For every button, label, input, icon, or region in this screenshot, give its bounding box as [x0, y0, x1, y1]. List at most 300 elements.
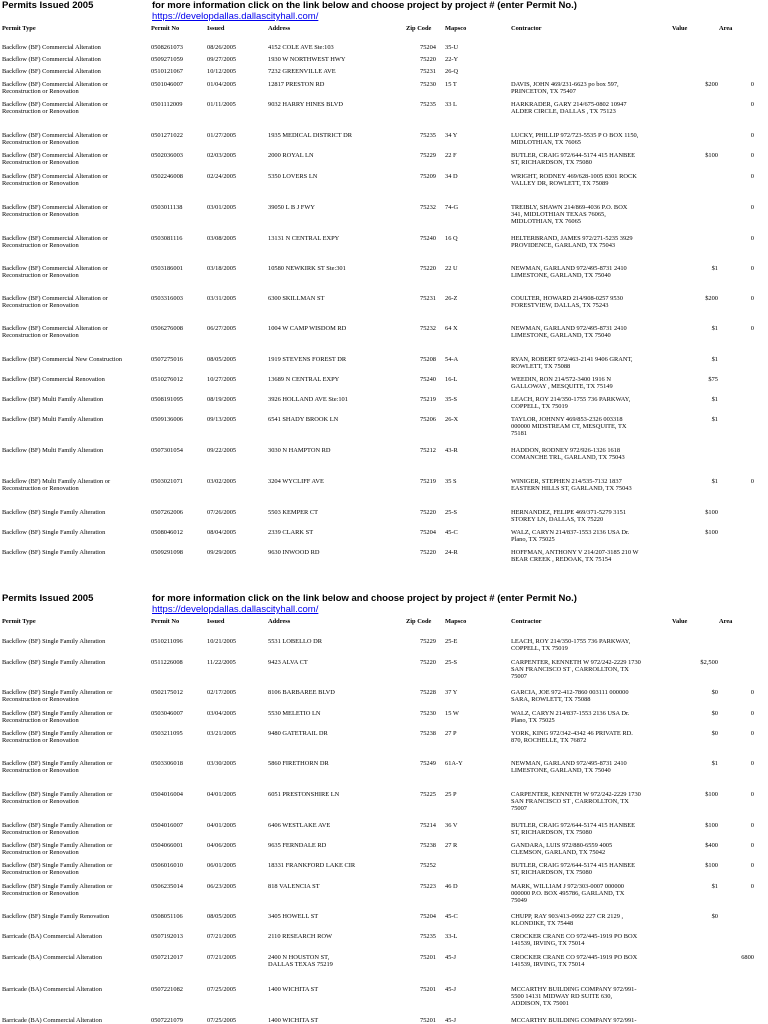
area-cell: 0: [750, 791, 754, 798]
mapsco-cell: 54-A: [445, 356, 459, 363]
zip-code-cell: 75219: [420, 396, 436, 403]
zip-code-cell: 75240: [420, 235, 436, 242]
area-cell: 0: [750, 152, 754, 159]
value-cell: $100: [705, 822, 718, 829]
mapsco-cell: 27 R: [445, 842, 458, 849]
address-cell: 4152 COLE AVE Ste:103: [268, 44, 334, 51]
area-cell: 0: [750, 173, 754, 180]
permit-type-cell: Backflow (BF) Commercial Alteration or Reconstruction or Renovation: [2, 152, 108, 167]
area-cell: 0: [750, 295, 754, 302]
zip-code-cell: 75201: [420, 1017, 436, 1024]
permit-type-cell: Backflow (BF) Single Family Alteration or Reconstruction or Renovation: [2, 862, 113, 877]
permit-type-cell: Backflow (BF) Commercial Alteration: [2, 56, 101, 63]
address-cell: 5503 KEMPER CT: [268, 509, 319, 516]
value-cell: $400: [705, 842, 718, 849]
permit-type-cell: Backflow (BF) Commercial Alteration: [2, 44, 101, 51]
mapsco-cell: 15 W: [445, 710, 459, 717]
permit-type-cell: Backflow (BF) Commercial Alteration or Reconstruction or Renovation: [2, 132, 108, 147]
address-cell: 10580 NEWKIRK ST Ste:301: [268, 265, 346, 272]
contractor-cell: BUTLER, CRAIG 972/644-5174 415 HANBEE ST, RICHARDSON, TX 75080: [511, 822, 636, 837]
permit-no-cell: 0509136006: [151, 416, 183, 423]
area-cell: 0: [750, 478, 754, 485]
contractor-cell: TAYLOR, JOHNNY 469/853-2326 003318 000000 MIDSTREAM CT, MESQUITE, TX 75181: [511, 416, 627, 438]
permit-no-cell: 0507275016: [151, 356, 183, 363]
zip-code-cell: 75212: [420, 447, 436, 454]
issued-date-cell: 02/17/2005: [207, 689, 237, 696]
col-zip-code: Zip Code: [406, 618, 432, 625]
issued-date-cell: 09/22/2005: [207, 447, 237, 454]
permit-no-cell: 0506016010: [151, 862, 183, 869]
info-text: for more information click on the link below and choose project by project # (enter Permit No.): [152, 593, 577, 604]
permit-type-cell: Backflow (BF) Commercial Alteration or Reconstruction or Renovation: [2, 235, 108, 250]
area-cell: 0: [750, 842, 754, 849]
issued-date-cell: 09/13/2005: [207, 416, 237, 423]
column-header-row: [0, 618, 768, 628]
zip-code-cell: 75220: [420, 509, 436, 516]
area-cell: 0: [750, 883, 754, 890]
contractor-cell: WINIGER, STEPHEN 214/535-7132 1837 EASTERN HILLS ST, GARLAND, TX 75043: [511, 478, 632, 493]
permit-type-cell: Backflow (BF) Commercial Alteration or Reconstruction or Renovation: [2, 173, 108, 188]
address-cell: 3030 N HAMPTON RD: [268, 447, 331, 454]
contractor-cell: BUTLER, CRAIG 972/644-5174 415 HANBEE ST, RICHARDSON, TX 75080: [511, 152, 636, 167]
address-cell: 1930 W NORTHWEST HWY: [268, 56, 346, 63]
permit-type-cell: Barricade (BA) Commercial Alteration: [2, 1017, 102, 1024]
address-cell: 9032 HARRY HINES BLVD: [268, 101, 343, 108]
permit-no-cell: 0503306018: [151, 760, 183, 767]
value-cell: $2,500: [700, 659, 718, 666]
permit-type-cell: Backflow (BF) Single Family Alteration or Reconstruction or Renovation: [2, 689, 113, 704]
zip-code-cell: 75220: [420, 265, 436, 272]
value-cell: $200: [705, 81, 718, 88]
mapsco-cell: 22 F: [445, 152, 457, 159]
permit-no-cell: 0509291098: [151, 549, 183, 556]
value-cell: $100: [705, 862, 718, 869]
permit-type-cell: Backflow (BF) Commercial Renovation: [2, 376, 105, 383]
value-cell: $1: [711, 760, 718, 767]
address-cell: 5531 LOBELLO DR: [268, 638, 322, 645]
zip-code-cell: 75223: [420, 883, 436, 890]
permit-type-cell: Barricade (BA) Commercial Alteration: [2, 933, 102, 940]
value-cell: $1: [711, 265, 718, 272]
zip-code-cell: 75201: [420, 954, 436, 961]
permit-no-cell: 0501271022: [151, 132, 183, 139]
col-contractor: Contractor: [511, 618, 542, 625]
issued-date-cell: 11/22/2005: [207, 659, 236, 666]
zip-code-cell: 75238: [420, 730, 436, 737]
value-cell: $100: [705, 509, 718, 516]
area-cell: 0: [750, 325, 754, 332]
permit-no-cell: 0503011138: [151, 204, 183, 211]
address-cell: 5350 LOVERS LN: [268, 173, 318, 180]
value-cell: $1: [711, 883, 718, 890]
contractor-cell: CROCKER CRANE CO 972/445-1919 PO BOX 141539, IRVING, TX 75014: [511, 933, 638, 948]
contractor-cell: MCCARTHY BUILDING COMPANY 972/991- 5500 14131 MIDWAY RD SUITE 630, ADDISON, TX 75001: [511, 986, 637, 1008]
permit-type-cell: Backflow (BF) Single Family Alteration: [2, 509, 106, 516]
permit-type-cell: Backflow (BF) Single Family Alteration or Reconstruction or Renovation: [2, 842, 113, 857]
permit-no-cell: 0501112009: [151, 101, 183, 108]
zip-code-cell: 75220: [420, 549, 436, 556]
permit-no-cell: 0503186001: [151, 265, 183, 272]
issued-date-cell: 01/11/2005: [207, 101, 236, 108]
permit-no-cell: 0504016007: [151, 822, 183, 829]
value-cell: $0: [711, 689, 718, 696]
permit-no-cell: 0508261073: [151, 44, 183, 51]
permit-no-cell: 0510276012: [151, 376, 183, 383]
zip-code-cell: 75238: [420, 842, 436, 849]
address-cell: 39050 L B J FWY: [268, 204, 315, 211]
issued-date-cell: 07/21/2005: [207, 954, 237, 961]
permit-no-cell: 0506235014: [151, 883, 183, 890]
section-title: Permits Issued 2005: [2, 0, 94, 11]
issued-date-cell: 10/12/2005: [207, 68, 237, 75]
contractor-cell: GARCIA, JOE 972-412-7860 003111 000000 SARA, ROWLETT, TX 75088: [511, 689, 629, 704]
permit-no-cell: 0507301054: [151, 447, 183, 454]
address-cell: 3926 HOLLAND AVE Ste:101: [268, 396, 348, 403]
contractor-cell: LEACH, ROY 214/350-1755 736 PARKWAY, COPPELL, TX 75019: [511, 638, 631, 653]
contractor-cell: WRIGHT, RODNEY 469/628-1005 8301 ROCK VALLEY DR, ROWLETT, TX 75089: [511, 173, 637, 188]
mapsco-cell: 27 P: [445, 730, 457, 737]
address-cell: 6406 WESTLAKE AVE: [268, 822, 331, 829]
area-cell: 0: [750, 132, 754, 139]
address-cell: 6051 PRESTONSHIRE LN: [268, 791, 340, 798]
contractor-cell: CROCKER CRANE CO 972/445-1919 PO BOX 141539, IRVING, TX 75014: [511, 954, 638, 969]
address-cell: 1919 STEVENS FOREST DR: [268, 356, 347, 363]
col-area: Area: [719, 618, 733, 625]
contractor-cell: RYAN, ROBERT 972/463-2141 9406 GRANT, ROWLETT, TX 75088: [511, 356, 633, 371]
zip-code-cell: 75229: [420, 152, 436, 159]
zip-code-cell: 75214: [420, 822, 436, 829]
mapsco-cell: 34 D: [445, 173, 458, 180]
col-address: Address: [268, 25, 291, 32]
col-zip-code: Zip Code: [406, 25, 432, 32]
contractor-cell: COULTER, HOWARD 214/908-0257 9530 FORESTVIEW, DALLAS, TX 75243: [511, 295, 623, 310]
contractor-cell: WALZ, CARYN 214/837-1553 2136 USA Dr. Plano, TX 75025: [511, 529, 630, 544]
mapsco-cell: 45-C: [445, 913, 458, 920]
mapsco-cell: 64 X: [445, 325, 458, 332]
permit-no-cell: 0508051106: [151, 913, 183, 920]
info-text: for more information click on the link below and choose project by project # (enter Permit No.): [152, 0, 577, 11]
address-cell: 6541 SHADY BROOK LN: [268, 416, 339, 423]
mapsco-cell: 26-X: [445, 416, 459, 423]
zip-code-cell: 75232: [420, 325, 436, 332]
issued-date-cell: 07/26/2005: [207, 509, 237, 516]
mapsco-cell: 26-Z: [445, 295, 458, 302]
zip-code-cell: 75220: [420, 659, 436, 666]
area-cell: 0: [750, 822, 754, 829]
contractor-cell: WEEDIN, RON 214/572-3400 1916 N GALLOWAY , MESQUITE, TX 75149: [511, 376, 613, 391]
column-header-row: [0, 25, 768, 35]
issued-date-cell: 07/25/2005: [207, 1017, 237, 1024]
value-cell: $1: [711, 356, 718, 363]
permit-type-cell: Backflow (BF) Single Family Alteration: [2, 549, 106, 556]
address-cell: 9635 FERNDALE RD: [268, 842, 327, 849]
address-cell: 2339 CLARK ST: [268, 529, 314, 536]
issued-date-cell: 03/02/2005: [207, 478, 237, 485]
issued-date-cell: 03/31/2005: [207, 295, 237, 302]
contractor-cell: HADDON, RODNEY 972/926-1326 1618 COMANCHE TRL, GARLAND, TX 75043: [511, 447, 625, 462]
permit-no-cell: 0504016004: [151, 791, 183, 798]
contractor-cell: LUCKY, PHILLIP 972/723-5535 P O BOX 1150, MIDLOTHIAN, TX 76065: [511, 132, 639, 147]
col-issued: Issued: [207, 25, 225, 32]
permit-no-cell: 0507221079: [151, 1017, 183, 1024]
address-cell: 12817 PRESTON RD: [268, 81, 325, 88]
zip-code-cell: 75220: [420, 56, 436, 63]
permit-no-cell: 0501046007: [151, 81, 183, 88]
permit-type-cell: Backflow (BF) Commercial New Construction: [2, 356, 122, 363]
permit-type-cell: Backflow (BF) Single Family Alteration: [2, 638, 106, 645]
address-cell: 2400 N HOUSTON ST, DALLAS TEXAS 75219: [268, 954, 333, 969]
permit-type-cell: Backflow (BF) Commercial Alteration or Reconstruction or Renovation: [2, 204, 108, 219]
address-cell: 6300 SKILLMAN ST: [268, 295, 325, 302]
mapsco-cell: 46 D: [445, 883, 458, 890]
issued-date-cell: 08/19/2005: [207, 396, 237, 403]
permit-type-cell: Backflow (BF) Single Family Alteration or Reconstruction or Renovation: [2, 822, 113, 837]
section-title: Permits Issued 2005: [2, 593, 94, 604]
address-cell: 9423 ALVA CT: [268, 659, 308, 666]
mapsco-cell: 74-G: [445, 204, 459, 211]
contractor-cell: GANDARA, LUIS 972/880-6559 4005 CLEMSON, GARLAND, TX 75042: [511, 842, 613, 857]
value-cell: $100: [705, 791, 718, 798]
mapsco-cell: 35-S: [445, 396, 458, 403]
permit-type-cell: Barricade (BA) Commercial Alteration: [2, 986, 102, 993]
address-cell: 1400 WICHITA ST: [268, 1017, 319, 1024]
issued-date-cell: 04/01/2005: [207, 791, 237, 798]
develop-dallas-link[interactable]: https://developdallas.dallascityhall.com/: [152, 604, 319, 615]
issued-date-cell: 08/26/2005: [207, 44, 237, 51]
contractor-cell: YORK, KING 972/342-4342 46 PRIVATE RD. 870, ROCHELLE, TX 76872: [511, 730, 633, 745]
address-cell: 9480 GATETRAIL DR: [268, 730, 328, 737]
area-cell: 0: [750, 689, 754, 696]
zip-code-cell: 75204: [420, 44, 436, 51]
zip-code-cell: 75201: [420, 986, 436, 993]
issued-date-cell: 02/24/2005: [207, 173, 237, 180]
zip-code-cell: 75231: [420, 295, 436, 302]
develop-dallas-link[interactable]: https://developdallas.dallascityhall.com/: [152, 11, 319, 22]
contractor-cell: HELTERBRAND, JAMES 972/271-5235 3929 PROVIDENCE, GARLAND, TX 75043: [511, 235, 633, 250]
permit-type-cell: Backflow (BF) Commercial Alteration: [2, 68, 101, 75]
contractor-cell: NEWMAN, GARLAND 972/495-8731 2410 LIMESTONE, GARLAND, TX 75040: [511, 265, 627, 280]
issued-date-cell: 06/23/2005: [207, 883, 237, 890]
permit-no-cell: 0503211095: [151, 730, 183, 737]
address-cell: 1400 WICHITA ST: [268, 986, 319, 993]
permit-type-cell: Backflow (BF) Commercial Alteration or Reconstruction or Renovation: [2, 325, 108, 340]
area-cell: 0: [750, 204, 754, 211]
col-area: Area: [719, 25, 733, 32]
value-cell: $75: [708, 376, 718, 383]
zip-code-cell: 75219: [420, 478, 436, 485]
value-cell: $0: [711, 730, 718, 737]
contractor-cell: WALZ, CARYN 214/837-1553 2136 USA Dr. Plano, TX 75025: [511, 710, 630, 725]
address-cell: 13131 N CENTRAL EXPY: [268, 235, 340, 242]
col-mapsco: Mapsco: [445, 618, 467, 625]
permit-no-cell: 0502036003: [151, 152, 183, 159]
issued-date-cell: 08/04/2005: [207, 529, 237, 536]
mapsco-cell: 16 Q: [445, 235, 458, 242]
mapsco-cell: 25-S: [445, 509, 458, 516]
permit-no-cell: 0510211096: [151, 638, 183, 645]
contractor-cell: MARK, WILLIAM J 972/303-0007 000000 000000 P.O. BOX 495786, GARLAND, TX 75049: [511, 883, 625, 905]
address-cell: 5530 MELETIO LN: [268, 710, 321, 717]
permit-type-cell: Backflow (BF) Single Family Renovation: [2, 913, 110, 920]
col-permit-type: Permit Type: [2, 618, 36, 625]
area-cell: 6800: [741, 954, 754, 961]
permit-type-cell: Backflow (BF) Commercial Alteration or Reconstruction or Renovation: [2, 295, 108, 310]
mapsco-cell: 37 Y: [445, 689, 458, 696]
issued-date-cell: 07/25/2005: [207, 986, 237, 993]
permit-no-cell: 0508191095: [151, 396, 183, 403]
address-cell: 18331 FRANKFORD LAKE CIR: [268, 862, 356, 869]
permit-no-cell: 0503046007: [151, 710, 183, 717]
value-cell: $1: [711, 325, 718, 332]
mapsco-cell: 26-Q: [445, 68, 459, 75]
contractor-cell: NEWMAN, GARLAND 972/495-8731 2410 LIMESTONE, GARLAND, TX 75040: [511, 760, 627, 775]
issued-date-cell: 04/01/2005: [207, 822, 237, 829]
permit-type-cell: Backflow (BF) Single Family Alteration or Reconstruction or Renovation: [2, 791, 113, 806]
col-value: Value: [672, 618, 688, 625]
contractor-cell: BUTLER, CRAIG 972/644-5174 415 HANBEE ST, RICHARDSON, TX 75080: [511, 862, 636, 877]
zip-code-cell: 75235: [420, 933, 436, 940]
permit-type-cell: Backflow (BF) Multi Family Alteration or Reconstruction or Renovation: [2, 478, 111, 493]
address-cell: 9630 INWOOD RD: [268, 549, 320, 556]
address-cell: 818 VALENCIA ST: [268, 883, 320, 890]
permit-type-cell: Barricade (BA) Commercial Alteration: [2, 954, 102, 961]
area-cell: 0: [750, 710, 754, 717]
permit-no-cell: 0506276008: [151, 325, 183, 332]
zip-code-cell: 75209: [420, 173, 436, 180]
mapsco-cell: 25 P: [445, 791, 457, 798]
permit-no-cell: 0504066001: [151, 842, 183, 849]
zip-code-cell: 75228: [420, 689, 436, 696]
permit-no-cell: 0503316003: [151, 295, 183, 302]
issued-date-cell: 04/06/2005: [207, 842, 237, 849]
permit-no-cell: 0502246008: [151, 173, 183, 180]
zip-code-cell: 75231: [420, 68, 436, 75]
issued-date-cell: 09/27/2005: [207, 56, 237, 63]
mapsco-cell: 25-E: [445, 638, 458, 645]
area-cell: 0: [750, 235, 754, 242]
col-mapsco: Mapsco: [445, 25, 467, 32]
address-cell: 8106 BARBAREE BLVD: [268, 689, 335, 696]
zip-code-cell: 75252: [420, 862, 436, 869]
value-cell: $1: [711, 478, 718, 485]
permit-no-cell: 0507192013: [151, 933, 183, 940]
mapsco-cell: 45-J: [445, 954, 457, 961]
col-permit-type: Permit Type: [2, 25, 36, 32]
value-cell: $100: [705, 152, 718, 159]
permit-no-cell: 0510121067: [151, 68, 183, 75]
contractor-cell: LEACH, ROY 214/350-1755 736 PARKWAY, COPPELL, TX 75019: [511, 396, 631, 411]
value-cell: $1: [711, 396, 718, 403]
zip-code-cell: 75230: [420, 81, 436, 88]
issued-date-cell: 06/01/2005: [207, 862, 237, 869]
value-cell: $1: [711, 416, 718, 423]
permit-type-cell: Backflow (BF) Single Family Alteration or Reconstruction or Renovation: [2, 730, 113, 745]
mapsco-cell: 34 Y: [445, 132, 458, 139]
permit-type-cell: Backflow (BF) Single Family Alteration or Reconstruction or Renovation: [2, 883, 113, 898]
issued-date-cell: 03/04/2005: [207, 710, 237, 717]
zip-code-cell: 75249: [420, 760, 436, 767]
col-value: Value: [672, 25, 688, 32]
issued-date-cell: 03/18/2005: [207, 265, 237, 272]
permit-no-cell: 0511226008: [151, 659, 183, 666]
contractor-cell: TREIBLY, SHAWN 214/869-4036 P.O. BOX 341, MIDLOTHIAN TEXAS 76065, MIDLOTHIAN, TX 76065: [511, 204, 628, 226]
zip-code-cell: 75206: [420, 416, 436, 423]
address-cell: 7232 GREENVILLE AVE: [268, 68, 336, 75]
issued-date-cell: 02/03/2005: [207, 152, 237, 159]
mapsco-cell: 24-R: [445, 549, 458, 556]
area-cell: 0: [750, 265, 754, 272]
issued-date-cell: 10/27/2005: [207, 376, 237, 383]
zip-code-cell: 75235: [420, 132, 436, 139]
mapsco-cell: 45-J: [445, 986, 457, 993]
mapsco-cell: 16-L: [445, 376, 458, 383]
value-cell: $0: [711, 913, 718, 920]
zip-code-cell: 75204: [420, 913, 436, 920]
area-cell: 0: [750, 730, 754, 737]
issued-date-cell: 03/01/2005: [207, 204, 237, 211]
mapsco-cell: 35-U: [445, 44, 459, 51]
contractor-cell: CARPENTER, KENNETH W 972/242-2229 1730 SAN FRANCISCO ST , CARROLLTON, TX 75007: [511, 791, 641, 813]
col-address: Address: [268, 618, 291, 625]
zip-code-cell: 75232: [420, 204, 436, 211]
address-cell: 2110 RESEARCH ROW: [268, 933, 333, 940]
issued-date-cell: 01/27/2005: [207, 132, 237, 139]
issued-date-cell: 06/27/2005: [207, 325, 237, 332]
permit-type-cell: Backflow (BF) Single Family Alteration or Reconstruction or Renovation: [2, 710, 113, 725]
mapsco-cell: 35 S: [445, 478, 457, 485]
mapsco-cell: 43-R: [445, 447, 458, 454]
zip-code-cell: 75235: [420, 101, 436, 108]
permit-no-cell: 0507212017: [151, 954, 183, 961]
mapsco-cell: 25-S: [445, 659, 458, 666]
address-cell: 2000 ROYAL LN: [268, 152, 314, 159]
issued-date-cell: 03/21/2005: [207, 730, 237, 737]
col-permit-no: Permit No: [151, 25, 180, 32]
permit-type-cell: Backflow (BF) Multi Family Alteration: [2, 447, 104, 454]
issued-date-cell: 01/04/2005: [207, 81, 237, 88]
value-cell: $200: [705, 295, 718, 302]
issued-date-cell: 08/05/2005: [207, 913, 237, 920]
permit-no-cell: 0507262006: [151, 509, 183, 516]
permit-no-cell: 0502175012: [151, 689, 183, 696]
address-cell: 1935 MEDICAL DISTRICT DR: [268, 132, 352, 139]
mapsco-cell: 22 U: [445, 265, 458, 272]
permit-no-cell: 0507221082: [151, 986, 183, 993]
address-cell: 3405 HOWELL ST: [268, 913, 319, 920]
col-permit-no: Permit No: [151, 618, 180, 625]
mapsco-cell: 61A-Y: [445, 760, 463, 767]
address-cell: 1004 W CAMP WISDOM RD: [268, 325, 347, 332]
value-cell: $0: [711, 710, 718, 717]
issued-date-cell: 09/29/2005: [207, 549, 237, 556]
zip-code-cell: 75240: [420, 376, 436, 383]
col-contractor: Contractor: [511, 25, 542, 32]
area-cell: 0: [750, 101, 754, 108]
contractor-cell: HOFFMAN, ANTHONY V 214/207-3185 210 W BEAR CREEK , REDOAK, TX 75154: [511, 549, 639, 564]
contractor-cell: CARPENTER, KENNETH W 972/242-2229 1730 SAN FRANCISCO ST , CARROLLTON, TX 75007: [511, 659, 641, 681]
permit-no-cell: 0508046012: [151, 529, 183, 536]
zip-code-cell: 75230: [420, 710, 436, 717]
zip-code-cell: 75208: [420, 356, 436, 363]
contractor-cell: CHUPP, RAY 903/413-0992 227 CR 2129 , KLONDIKE, TX 75448: [511, 913, 624, 928]
permit-type-cell: Backflow (BF) Multi Family Alteration: [2, 416, 104, 423]
permit-type-cell: Backflow (BF) Single Family Alteration: [2, 529, 106, 536]
contractor-cell: NEWMAN, GARLAND 972/495-8731 2410 LIMESTONE, GARLAND, TX 75040: [511, 325, 627, 340]
permit-type-cell: Backflow (BF) Commercial Alteration or Reconstruction or Renovation: [2, 265, 108, 280]
address-cell: 13689 N CENTRAL EXPY: [268, 376, 340, 383]
mapsco-cell: 15 T: [445, 81, 457, 88]
value-cell: $100: [705, 529, 718, 536]
